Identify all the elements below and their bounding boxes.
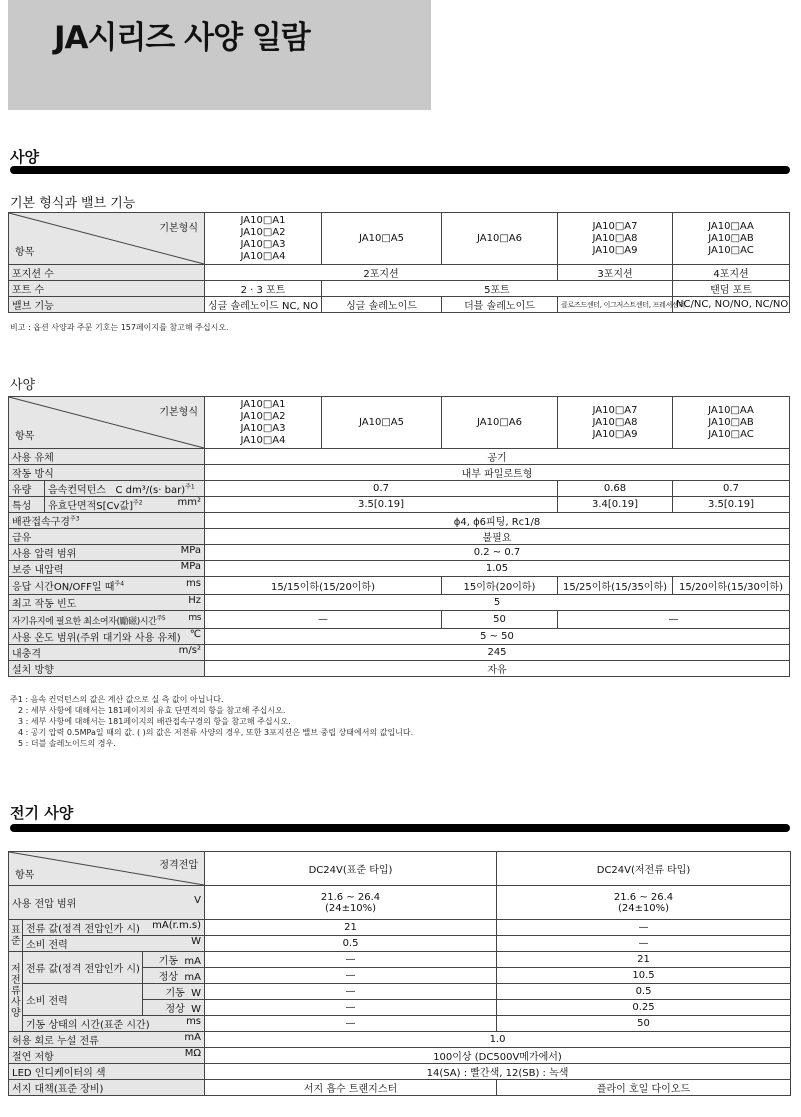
cell: — [205,968,497,984]
cell: 3.5[0.19] [205,497,558,513]
cell: 3.5[0.19] [673,497,790,513]
row-label: 배관접속구경$^{주3}$ [9,513,205,529]
table-row [9,545,790,561]
table-row [9,1048,791,1064]
corner-cell [9,397,205,449]
row-label: 유효단면적S[Cv값]$^{주2}$ mm² [45,497,205,513]
section-title-spec: 사양 [10,148,39,166]
cell: 0.7 [673,481,790,497]
table-row [9,595,790,611]
table-row [9,513,790,529]
row-sublabel: 정상 W [143,1000,205,1016]
cell: 더블 솔레노이드 [442,297,558,313]
table-row [9,629,790,645]
page-title: JA시리즈 사양 일람 [54,20,310,56]
corner-cell [9,852,205,886]
cell: 100이상 (DC500V메가에서) [205,1048,791,1064]
cell: 5 ~ 50 [205,629,790,645]
cell: — [497,920,791,936]
table-row [9,1016,791,1032]
table-row [9,661,790,677]
model-cell-5: JA10□AA JA10□AB JA10□AC [673,397,790,449]
cell: 0.5 [497,984,791,1000]
row-label: 전류 값(정격 전압인가 시) mA(r.m.s) [23,920,205,936]
corner-bottom-label: 항목 [15,247,35,258]
table-row [9,265,790,281]
cell: 5포트 [322,281,673,297]
row-label: 작동 방식 [9,465,205,481]
cell: 공기 [205,449,790,465]
model-cell-1: JA10□A1 JA10□A2 JA10□A3 JA10□A4 [205,213,322,265]
model-cell-2: JA10□A5 [322,397,442,449]
group-label-low-current: 저전류사양 [9,952,23,1032]
cell: 15/25이하(15/35이하) [558,577,673,595]
row-sublabel: 정상 mA [143,968,205,984]
row-label: 포지션 수 [9,265,205,281]
row-label: 사용 압력 범위 MPa [9,545,205,561]
row-label: 응답 시간ON/OFF일 때$^{주4}$ ms [9,577,205,595]
cell: 50 [442,611,558,629]
cell: 탠덤 포트 [673,281,790,297]
cell: 245 [205,645,790,661]
row-label: 자기유지에 필요한 최소여자(勵磁)시간$^{주5}$ ms [9,611,205,629]
table-row [9,297,790,313]
table-row [9,984,791,1000]
table-row [9,1032,791,1048]
cell: 플라이 호일 다이오드 [497,1080,791,1096]
cell: — [205,1016,497,1032]
corner-cell [9,213,205,265]
cell: 0.7 [205,481,558,497]
row-label: 서지 대책(표준 장비) [9,1080,205,1096]
cell: 싱글 솔레노이드 NC, NO [205,297,322,313]
cell: — [205,611,442,629]
table-row [9,936,791,952]
section-divider [10,166,790,174]
model-cell-1: JA10□A1 JA10□A2 JA10□A3 JA10□A4 [205,397,322,449]
row-label: 유량 [9,481,45,497]
model-cell-3: JA10□A6 [442,213,558,265]
row-label: 기동 상태의 시간(표준 시간) ms [23,1016,205,1032]
table-row [9,577,790,595]
cell: — [558,611,790,629]
corner-top-label: 기본형식 [159,407,198,418]
cell: 15/15이하(15/20이하) [205,577,442,595]
cell: 0.68 [558,481,673,497]
row-label: 포트 수 [9,281,205,297]
table-row [9,886,791,920]
row-label: LED 인디케이터의 색 [9,1064,205,1080]
cell: — [205,1000,497,1016]
table2-notes: 주1 : 음속 컨덕턴스의 값은 계산 값으로 실 측 값이 아닙니다. 2 : 세부 사항에 대해서는 181페이지의 유효 단면적의 항을 참고해 주십시오. 3 : 세부 사항에 대해서는 181페이지의 배관접속구경의 항을 참고해 주십시오. 4 : 공기 압력 0.5MPa일 때의 값. ( )의 값은 저전류 사양의 경우, 또한 3포지션은 밸브 중립 상태에서의 값입니다. 5 : 더블 솔레노이드의 경우. [10,695,414,748]
table-row [9,611,790,629]
row-label: 음속컨덕턴스 C dm³/(s· bar)$^{주1}$ [45,481,205,497]
row-label: 최고 작동 빈도 Hz [9,595,205,611]
cell: 21 [205,920,497,936]
row-label: 밸브 기능 [9,297,205,313]
cell: 0.5 [205,936,497,952]
cell: — [497,936,791,952]
row-label: 보증 내압력 MPa [9,561,205,577]
cell: 3포지션 [558,265,673,281]
row-label: 내충격 m/s² [9,645,205,661]
model-cell-4: JA10□A7 JA10□A8 JA10□A9 [558,397,673,449]
cell: 내부 파일로트형 [205,465,790,481]
table-row [9,561,790,577]
table-row [9,281,790,297]
table-row [9,645,790,661]
row-label: 허용 회로 누설 전류 mA [9,1032,205,1048]
cell: 21.6 ~ 26.4 (24±10%) [497,886,791,920]
corner-top-label: 기본형식 [159,223,198,234]
table-row [9,529,790,545]
row-label: 전류 값(정격 전압인가 시) [23,952,143,984]
row-label: 사용 전압 범위 V [9,886,205,920]
row-sublabel: 기동 W [143,984,205,1000]
cell: — [205,984,497,1000]
cell: 싱글 솔레노이드 [322,297,442,313]
cell: 2포지션 [205,265,558,281]
table2-heading: 사양 [10,378,36,393]
cell: 14(SA) : 빨간색, 12(SB) : 녹색 [205,1064,791,1080]
cell: 15이하(20이하) [442,577,558,595]
cell: 4포지션 [673,265,790,281]
valve-function-table [8,212,790,313]
title-banner [8,0,431,110]
cell: 불필요 [205,529,790,545]
cell: NC/NC, NO/NO, NC/NO [673,297,790,313]
column-header-low-current: DC24V(저전류 타입) [497,852,791,886]
cell: 자유 [205,661,790,677]
row-sublabel: 기동 mA [143,952,205,968]
cell: ϕ4, ϕ6피팅, Rc1/8 [205,513,790,529]
row-label: 소비 전력 [23,984,143,1016]
table-row [9,920,791,936]
model-cell-5: JA10□AA JA10□AB JA10□AC [673,213,790,265]
cell: 서지 흡수 트랜지스터 [205,1080,497,1096]
table-row [9,952,791,968]
cell: 1.0 [205,1032,791,1048]
table1-note: 비고 : 옵션 사양과 주문 기호는 157페이지를 참고해 주십시오. [10,323,229,332]
spec-table [8,396,790,677]
row-label: 특성 [9,497,45,513]
cell: — [205,952,497,968]
table1-heading: 기본 형식과 밸브 기능 [10,196,136,211]
column-header-standard: DC24V(표준 타입) [205,852,497,886]
cell: 21 [497,952,791,968]
row-label: 절연 저항 MΩ [9,1048,205,1064]
row-label: 소비 전력 W [23,936,205,952]
electrical-table [8,851,791,1096]
cell: 15/20이하(15/30이하) [673,577,790,595]
cell: 10.5 [497,968,791,984]
model-cell-4: JA10□A7 JA10□A8 JA10□A9 [558,213,673,265]
model-cell-3: JA10□A6 [442,397,558,449]
model-cell-2: JA10□A5 [322,213,442,265]
cell: 5 [205,595,790,611]
cell: 클로즈드센터, 이그저스트센터, 프레셔센터 [558,297,673,313]
cell: 21.6 ~ 26.4 (24±10%) [205,886,497,920]
row-label: 사용 유체 [9,449,205,465]
row-label: 설치 방향 [9,661,205,677]
table-row [9,1080,791,1096]
cell: 0.25 [497,1000,791,1016]
cell: 0.2 ~ 0.7 [205,545,790,561]
corner-bottom-label: 항목 [15,431,35,442]
cell: 3.4[0.19] [558,497,673,513]
section-title-electrical: 전기 사양 [10,804,74,822]
table-row [9,481,790,497]
cell: 50 [497,1016,791,1032]
table-row [9,497,790,513]
table-row [9,465,790,481]
table-row [9,1064,791,1080]
row-label: 사용 온도 범위(주위 대기와 사용 유체) ℃ [9,629,205,645]
group-label-standard: 표준 [9,920,23,952]
corner-top-label: 정격전압 [159,860,199,871]
corner-bottom-label: 항목 [15,870,35,881]
row-label: 급유 [9,529,205,545]
section-divider [10,824,790,832]
cell: 2 · 3 포트 [205,281,322,297]
cell: 1.05 [205,561,790,577]
table-row [9,449,790,465]
